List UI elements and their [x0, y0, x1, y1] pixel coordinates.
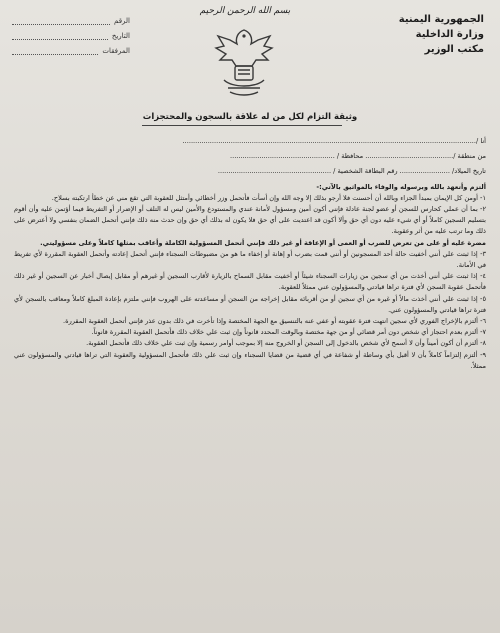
name-line: أنا /............................................................................................................................................ [182, 137, 486, 145]
oath-line: ألتزم وأتعهد بالله وبرسوله والوفاء بالمواثيق بالآتي:- [316, 182, 486, 191]
republic-name: الجمهورية اليمنية [398, 14, 484, 25]
birth-id-line: تاريخ الميلاد/ ........................ رقم البطاقة الشخصية / ...................................................... [217, 167, 486, 176]
clause-7: ٧- ألتزم بعدم احتجاز أي شخص دون أمر قضائي أو من جهة مختصة وبالوقت المحدد قانوناً وإن ثبت علي خلاف ذلك فأتحمل العقوبة المقررة قانوناً. [91, 328, 486, 337]
basmala-calligraphy: بسم الله الرحمن الرحيم [199, 6, 291, 16]
clause-4: ٤- إذا ثبتت علي أنني أخذت من أي سجين من زيارات السجناء شيئاً أو أخفيت مقابل السماح بالزيارة لأقارب السجين أو غيرهم أو مقابل إيصال أخبار عن السجين أو غير ذلك فأتحمل عقوبة السجن لأي فترة تراها قيادتي والمسؤولون عني ممثلاً للعقوبة. [14, 272, 486, 292]
ministry-name: وزارة الداخلية [415, 29, 484, 40]
clause-9: ٩- ألتزم إلتزاماً كاملاً بأن لا أقبل بأي وساطة أو شفاعة في أي قضية من قضايا السجناء وإن ثبت علي ذلك فأتحمل المسؤولية والعقوبة التي تراها قيادتي والمسؤولون عني ممثلاً. [14, 350, 486, 370]
clause-3: ٣- إذا ثبتت علي أنني أخفيت حالة أحد المسجونين أو أنني قمت بضرب أو إهانة أو إخفاء ما هو من مضبوطات السجناء فإنني أتحمل إعادته وأتحمل العقوبة المقررة لأي تفريط في الأمانة. [14, 249, 486, 270]
clause-5: ٥- إذا ثبتت علي أنني أخذت مالاً أو غيره من أي سجين أو من أقربائه مقابل إخراجه من السجن أو مساعدته على الهروب فإنني ملتزم بإعادة المبلغ كاملاً ومعاقب بالسجن لأي فترة تراها قيادتي والمسؤولون عني. [14, 294, 486, 314]
clause-8: ٨- ألتزم أن أكون أميناً وأن لا أسمح لأي شخص بالدخول إلى السجن أو الخروج منه إلا بموجب أوامر رسمية وإن ثبت علي خلاف ذلك فأتحمل العقوبة. [86, 339, 486, 348]
clause-1: ١- أومن كل الإيمان بمبدأ الجزاء وبالله أن أحسنت فلا أرجو بذلك إلا وجه الله وإن أسأت فأتحمل وزر أخطائي وأمتثل للعقوبة التي تقع مني عن خطأ ارتكبته بسلاح. [51, 193, 486, 202]
document-body [14, 136, 486, 372]
letterhead-left [12, 14, 130, 59]
clause-6: ٦- ألتزم بالإخراج الفوري لأي سجين انتهت فترة عقوبته أو عفي عنه بالتنسيق مع الجهة المختصة وإذا تأخرت في ذلك بدون عذر فإنني أتحمل العقوبة المقررة. [63, 317, 486, 326]
yemen-eagle-emblem-icon [208, 22, 280, 100]
office-name: مكتب الوزير [424, 44, 484, 55]
region-line: من منطقة /.......................................... محافظة / .................................................. [230, 152, 486, 161]
reference-field [12, 14, 130, 29]
date-label: التاريخ [111, 32, 130, 40]
letterhead-right [344, 12, 484, 57]
clause-2: ٢- بما أن عملي كحارس للسجن أو عضو لجنة عادلة فإنني أكون أمين ومسؤول لأمانة عندي والمستودع والأمين ليس له التلف أو الإضرار أو التفريط فيما أؤتمن عليه وأن أقوم بتسليم السجين كاملاً أو أي شيء عليه دون أي حق وألا أكون قد اعتديت على أي حق فلا يكون له بذلك أي حق وإن حدث منه ذلك فإنني أتحمل الضمان بنفسي ولا أعترض على ذلك وما ترتب عليه من أثر وعقوبة. [14, 205, 486, 236]
document-title: وثيقة التزام لكل من له علاقة بالسجون والمحتجزات [142, 112, 358, 122]
clause-2-note: مضرة عليه أو على من تعرض للضرب أو العمى أو الإعاقة أو غير ذلك فإنني أتحمل المسؤولية الكاملة وأعاقب بمثلها كاملاً وعلى مسؤوليتي. [40, 238, 486, 247]
attachments-label: المرفقات [102, 47, 130, 55]
attachments-field [12, 44, 130, 59]
reference-label: الرقم [114, 17, 130, 25]
date-field [12, 29, 130, 44]
title-underline [142, 125, 342, 126]
